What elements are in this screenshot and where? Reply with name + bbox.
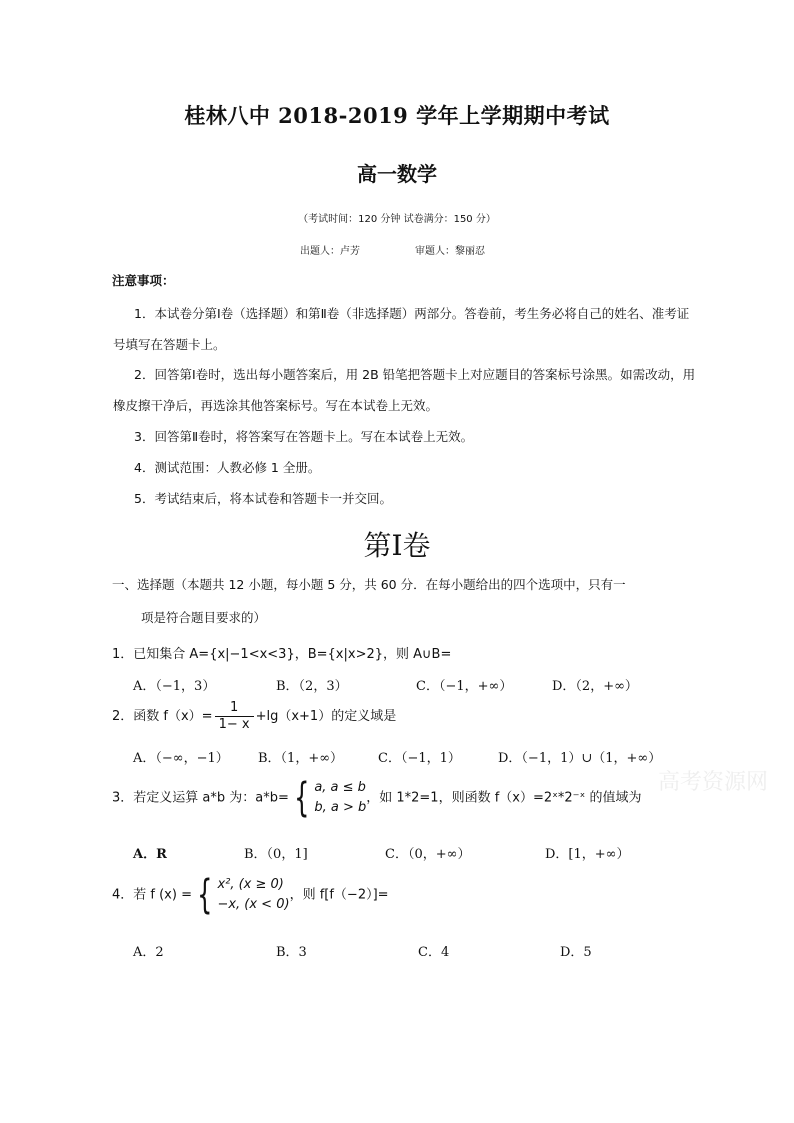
q2-prefix: 2．函数 f（x）= — [112, 709, 213, 724]
notice-line-2: 号填写在答题卡上。 — [113, 337, 226, 352]
exam-subject: 高一数学 — [357, 162, 437, 186]
q3-option-a: A．R — [133, 847, 167, 862]
setter: 出题人：卢芳 — [300, 246, 360, 257]
left-brace-icon: { — [197, 872, 213, 918]
question-3-stem — [112, 775, 642, 821]
q1-option-a: A．（−1，3） — [133, 679, 216, 694]
question-1-stem: 1．已知集合 A={x|−1<x<3}，B={x|x>2}，则 A∪B= — [112, 647, 452, 662]
q1-option-c: C．（−1，+∞） — [416, 679, 513, 694]
q1-option-b: B．（2，3） — [276, 679, 348, 694]
notice-heading: 注意事项： — [112, 273, 175, 288]
q2-option-d: D．（−1，1）∪（1，+∞） — [498, 751, 662, 766]
q3-case-2: b, a > b — [314, 800, 367, 815]
q2-numerator: 1 — [215, 700, 254, 717]
left-brace-icon: { — [293, 775, 310, 821]
q4-prefix: 4．若 f (x) = — [112, 887, 192, 903]
section-heading-line-1: 一、选择题（本题共 12 小题，每小题 5 分，共 60 分．在每小题给出的四个选项中，只有一 — [112, 577, 626, 592]
question-4-stem — [112, 872, 389, 918]
q2-option-c: C．（−1，1） — [378, 751, 461, 766]
q3-option-d: D．[1，+∞） — [545, 847, 630, 862]
notice-line-6: 4．测试范围：人教必修 1 全册。 — [134, 460, 321, 475]
q3-option-b: B．（0，1] — [244, 847, 308, 862]
q3-case-1: a, a ≤ b — [314, 780, 366, 795]
q4-case-2: −x, (x < 0) — [217, 897, 290, 912]
q4-cases — [217, 875, 289, 915]
notice-line-4: 橡皮擦干净后，再选涂其他答案标号。写在本试卷上无效。 — [113, 398, 439, 413]
q3-cases — [314, 778, 366, 818]
q4-case-1: x², (x ≥ 0) — [217, 877, 284, 892]
q2-option-b: B．（1，+∞） — [258, 751, 344, 766]
notice-line-5: 3．回答第Ⅱ卷时，将答案写在答题卡上。写在本试卷上无效。 — [134, 429, 474, 444]
q4-option-b: B．3 — [276, 945, 307, 960]
exam-title: 桂林八中 2018-2019 学年上学期期中考试 — [184, 103, 610, 128]
question-2-stem — [112, 700, 396, 733]
part-one-title: 第Ⅰ卷 — [363, 529, 431, 562]
q4-option-d: D．5 — [560, 945, 592, 960]
q4-suffix: ，则 f[f（−2）]= — [289, 887, 389, 903]
q2-fraction — [215, 700, 254, 733]
q2-option-a: A．（−∞，−1） — [133, 751, 229, 766]
watermark: 高考资源网 — [657, 770, 768, 795]
q2-denominator: 1− x — [218, 717, 250, 732]
section-heading-line-2: 项是符合题目要求的） — [141, 610, 267, 625]
exam-info: （考试时间：120 分钟 试卷满分：150 分） — [298, 214, 496, 225]
notice-line-7: 5．考试结束后，将本试卷和答题卡一并交回。 — [134, 491, 392, 506]
q1-option-d: D．（2，+∞） — [552, 679, 638, 694]
q4-option-a: A．2 — [133, 945, 164, 960]
q3-suffix: ，如 1*2=1，则函数 f（x）=2ˣ*2⁻ˣ 的值域为 — [366, 790, 642, 806]
reviewer: 审题人：黎丽忍 — [415, 246, 485, 257]
q3-prefix: 3．若定义运算 a*b 为：a*b= — [112, 790, 289, 806]
q3-option-c: C．（0，+∞） — [385, 847, 471, 862]
q2-suffix: +lg（x+1）的定义域是 — [255, 709, 397, 724]
notice-line-1: 1．本试卷分第Ⅰ卷（选择题）和第Ⅱ卷（非选择题）两部分。答卷前，考生务必将自己的姓名、准考证 — [134, 306, 690, 321]
q4-option-c: C．4 — [418, 945, 450, 960]
notice-line-3: 2．回答第Ⅰ卷时，选出每小题答案后，用 2B 铅笔把答题卡上对应题目的答案标号涂黑。如需改动，用 — [134, 367, 696, 382]
